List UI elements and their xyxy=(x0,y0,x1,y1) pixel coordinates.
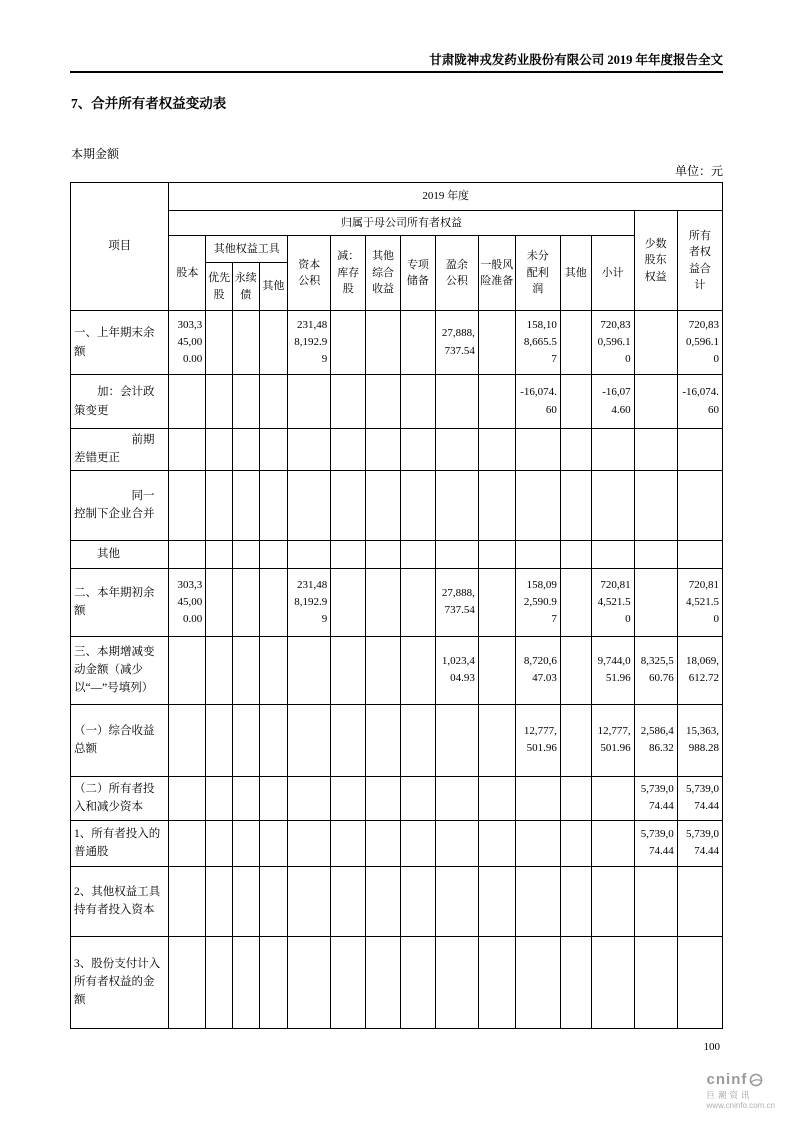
column-header-undistributed-profit xyxy=(515,236,560,311)
value-cell xyxy=(206,936,233,1028)
value-cell: -16,074.60 xyxy=(677,375,722,429)
value-cell xyxy=(634,470,677,540)
row-label: （二）所有者投入和减少资本 xyxy=(71,776,169,820)
value-cell xyxy=(515,540,560,568)
column-header-preferred-shares: 优先股 xyxy=(206,263,233,311)
value-cell xyxy=(232,429,259,471)
value-cell xyxy=(331,540,366,568)
value-cell xyxy=(634,429,677,471)
value-cell: 15,363,988.28 xyxy=(677,704,722,776)
value-cell xyxy=(331,375,366,429)
value-cell xyxy=(206,311,233,375)
value-cell xyxy=(400,636,435,704)
value-cell xyxy=(169,429,206,471)
value-cell xyxy=(259,375,288,429)
value-cell xyxy=(288,540,331,568)
value-cell xyxy=(478,820,515,866)
column-header-subtotal: 小计 xyxy=(591,236,634,311)
value-cell xyxy=(435,429,478,471)
value-cell xyxy=(400,820,435,866)
column-header-total-equity xyxy=(677,211,722,311)
row-label: 二、本年期初余额 xyxy=(71,568,169,636)
row-label: （一）综合收益总额 xyxy=(71,704,169,776)
value-cell xyxy=(435,704,478,776)
value-cell xyxy=(259,540,288,568)
value-cell xyxy=(331,470,366,540)
table-row xyxy=(71,375,723,429)
value-cell xyxy=(478,540,515,568)
value-cell xyxy=(259,936,288,1028)
value-cell: 720,830,596.10 xyxy=(591,311,634,375)
section-title: 7、合并所有者权益变动表 xyxy=(71,96,227,111)
total-equity-label: 所有者权益合计 xyxy=(688,229,711,291)
column-header-share-capital: 股本 xyxy=(169,236,206,311)
value-cell xyxy=(206,470,233,540)
value-cell xyxy=(366,636,401,704)
value-cell xyxy=(400,311,435,375)
header-divider-rule xyxy=(70,71,723,73)
value-cell xyxy=(366,866,401,936)
value-cell xyxy=(634,311,677,375)
column-header-other-comprehensive-income: 其他综合收益 xyxy=(366,236,401,311)
cninfo-logo-text: cninf xyxy=(706,1071,748,1088)
value-cell xyxy=(288,936,331,1028)
table-row xyxy=(71,820,723,866)
value-cell xyxy=(435,936,478,1028)
value-cell xyxy=(591,866,634,936)
value-cell xyxy=(677,936,722,1028)
row-label: 3、股份支付计入所有者权益的金额 xyxy=(71,936,169,1028)
value-cell: 12,777,501.96 xyxy=(591,704,634,776)
table-row xyxy=(71,311,723,375)
value-cell xyxy=(560,568,591,636)
value-cell: 8,325,560.76 xyxy=(634,636,677,704)
row-label: 1、所有者投入的普通股 xyxy=(71,820,169,866)
value-cell xyxy=(288,429,331,471)
value-cell xyxy=(560,936,591,1028)
value-cell xyxy=(206,375,233,429)
value-cell xyxy=(259,568,288,636)
column-header-surplus-reserve xyxy=(435,236,478,311)
value-cell: -16,074.60 xyxy=(591,375,634,429)
row-label: 同一控制下企业合并 xyxy=(71,470,169,540)
value-cell xyxy=(232,311,259,375)
value-cell xyxy=(232,820,259,866)
capital-reserve-label: 资本公积 xyxy=(298,258,321,287)
value-cell xyxy=(366,375,401,429)
value-cell xyxy=(400,470,435,540)
value-cell xyxy=(591,820,634,866)
value-cell: 720,814,521.50 xyxy=(591,568,634,636)
value-cell: 18,069,612.72 xyxy=(677,636,722,704)
value-cell xyxy=(288,866,331,936)
value-cell: 231,488,192.99 xyxy=(288,568,331,636)
row-label: 其他 xyxy=(71,540,169,568)
value-cell xyxy=(232,866,259,936)
value-cell: 27,888,737.54 xyxy=(435,311,478,375)
value-cell xyxy=(591,540,634,568)
value-cell xyxy=(366,704,401,776)
value-cell xyxy=(515,936,560,1028)
value-cell xyxy=(400,375,435,429)
value-cell xyxy=(591,776,634,820)
value-cell xyxy=(634,866,677,936)
row-label: 2、其他权益工具持有者投入资本 xyxy=(71,866,169,936)
column-header-item: 项目 xyxy=(71,183,169,311)
value-cell: 5,739,074.44 xyxy=(677,820,722,866)
value-cell xyxy=(206,820,233,866)
value-cell xyxy=(560,429,591,471)
value-cell xyxy=(478,704,515,776)
value-cell xyxy=(677,540,722,568)
value-cell xyxy=(259,704,288,776)
table-body xyxy=(71,311,723,1029)
value-cell: 158,092,590.97 xyxy=(515,568,560,636)
value-cell xyxy=(169,866,206,936)
value-cell: 5,739,074.44 xyxy=(677,776,722,820)
column-header-special-reserve: 专项储备 xyxy=(400,236,435,311)
surplus-reserve-label: 盈余公积 xyxy=(445,258,468,287)
value-cell xyxy=(288,470,331,540)
column-header-general-risk-reserve: 一般风险准备 xyxy=(478,236,515,311)
document-header-title: 甘肃陇神戎发药业股份有限公司 2019 年年度报告全文 xyxy=(429,53,723,67)
value-cell xyxy=(366,311,401,375)
value-cell xyxy=(478,470,515,540)
minority-interest-label: 少数股东权益 xyxy=(644,237,667,283)
row-label: 一、上年期末余额 xyxy=(71,311,169,375)
undistributed-profit-label: 未分配利润 xyxy=(526,250,549,296)
value-cell xyxy=(331,311,366,375)
value-cell xyxy=(366,470,401,540)
value-cell xyxy=(634,568,677,636)
value-cell: 158,108,665.57 xyxy=(515,311,560,375)
value-cell: -16,074.60 xyxy=(515,375,560,429)
value-cell xyxy=(478,936,515,1028)
value-cell xyxy=(206,636,233,704)
value-cell xyxy=(169,820,206,866)
value-cell xyxy=(259,776,288,820)
value-cell xyxy=(591,429,634,471)
value-cell xyxy=(435,470,478,540)
value-cell xyxy=(259,820,288,866)
value-cell: 231,488,192.99 xyxy=(288,311,331,375)
value-cell xyxy=(478,375,515,429)
value-cell: 12,777,501.96 xyxy=(515,704,560,776)
value-cell xyxy=(206,704,233,776)
value-cell xyxy=(169,704,206,776)
table-row xyxy=(71,540,723,568)
cninfo-logo-name: 巨潮资讯 xyxy=(706,1090,753,1100)
value-cell xyxy=(435,540,478,568)
value-cell xyxy=(331,866,366,936)
period-label: 本期金额 xyxy=(71,147,120,161)
value-cell xyxy=(169,936,206,1028)
table-row xyxy=(71,470,723,540)
value-cell xyxy=(560,866,591,936)
value-cell xyxy=(331,936,366,1028)
value-cell xyxy=(435,866,478,936)
value-cell xyxy=(288,704,331,776)
value-cell: 303,345,000.00 xyxy=(169,568,206,636)
value-cell xyxy=(259,311,288,375)
value-cell: 720,814,521.50 xyxy=(677,568,722,636)
value-cell xyxy=(400,866,435,936)
value-cell xyxy=(169,470,206,540)
value-cell xyxy=(331,429,366,471)
value-cell xyxy=(259,470,288,540)
value-cell xyxy=(677,866,722,936)
value-cell xyxy=(560,311,591,375)
row-label: 加：会计政策变更 xyxy=(71,375,169,429)
value-cell xyxy=(400,704,435,776)
value-cell: 27,888,737.54 xyxy=(435,568,478,636)
year-header: 2019 年度 xyxy=(169,183,723,211)
table-row xyxy=(71,776,723,820)
value-cell xyxy=(560,470,591,540)
value-cell xyxy=(366,540,401,568)
value-cell xyxy=(331,568,366,636)
column-header-other: 其他 xyxy=(560,236,591,311)
value-cell xyxy=(232,470,259,540)
equity-change-table xyxy=(70,182,723,1029)
value-cell xyxy=(560,375,591,429)
cninfo-globe-icon xyxy=(749,1073,763,1087)
value-cell xyxy=(206,866,233,936)
value-cell xyxy=(435,375,478,429)
value-cell xyxy=(232,568,259,636)
cninfo-logo-url: www.cninfo.com.cn xyxy=(706,1101,775,1110)
row-label: 三、本期增减变动金额（减少以“—”号填列） xyxy=(71,636,169,704)
value-cell xyxy=(677,470,722,540)
value-cell xyxy=(232,776,259,820)
value-cell xyxy=(515,866,560,936)
value-cell xyxy=(400,429,435,471)
value-cell xyxy=(366,936,401,1028)
table-row xyxy=(71,568,723,636)
value-cell xyxy=(206,568,233,636)
value-cell xyxy=(169,776,206,820)
row-label: 前期差错更正 xyxy=(71,429,169,471)
group-header-parent-equity: 归属于母公司所有者权益 xyxy=(169,211,634,236)
value-cell xyxy=(232,540,259,568)
value-cell xyxy=(435,776,478,820)
value-cell: 9,744,051.96 xyxy=(591,636,634,704)
value-cell xyxy=(560,704,591,776)
value-cell xyxy=(435,820,478,866)
value-cell xyxy=(288,776,331,820)
value-cell xyxy=(169,636,206,704)
value-cell xyxy=(169,375,206,429)
table-row xyxy=(71,936,723,1028)
value-cell xyxy=(400,540,435,568)
value-cell xyxy=(515,429,560,471)
value-cell xyxy=(366,568,401,636)
column-header-capital-reserve xyxy=(288,236,331,311)
column-header-less-treasury-shares: 减：库存股 xyxy=(331,236,366,311)
value-cell xyxy=(478,311,515,375)
unit-label: 单位：元 xyxy=(674,164,723,178)
table-row xyxy=(71,704,723,776)
value-cell xyxy=(515,820,560,866)
value-cell xyxy=(634,936,677,1028)
value-cell xyxy=(591,470,634,540)
value-cell xyxy=(634,375,677,429)
value-cell xyxy=(288,636,331,704)
value-cell xyxy=(288,375,331,429)
value-cell xyxy=(232,636,259,704)
value-cell xyxy=(366,429,401,471)
value-cell xyxy=(560,540,591,568)
value-cell xyxy=(331,704,366,776)
value-cell xyxy=(169,540,206,568)
value-cell xyxy=(288,820,331,866)
value-cell xyxy=(232,375,259,429)
value-cell xyxy=(560,636,591,704)
value-cell xyxy=(677,429,722,471)
value-cell: 5,739,074.44 xyxy=(634,776,677,820)
value-cell xyxy=(259,429,288,471)
value-cell: 2,586,486.32 xyxy=(634,704,677,776)
value-cell: 5,739,074.44 xyxy=(634,820,677,866)
table-row xyxy=(71,429,723,471)
value-cell xyxy=(400,568,435,636)
page-number: 100 xyxy=(703,1041,720,1053)
value-cell xyxy=(515,470,560,540)
value-cell: 1,023,404.93 xyxy=(435,636,478,704)
value-cell xyxy=(634,540,677,568)
value-cell: 303,345,000.00 xyxy=(169,311,206,375)
column-header-minority-interest xyxy=(634,211,677,311)
value-cell: 720,830,596.10 xyxy=(677,311,722,375)
value-cell xyxy=(478,429,515,471)
table-row xyxy=(71,636,723,704)
value-cell xyxy=(331,776,366,820)
value-cell xyxy=(206,429,233,471)
value-cell xyxy=(478,866,515,936)
value-cell xyxy=(331,636,366,704)
value-cell xyxy=(259,866,288,936)
value-cell xyxy=(232,704,259,776)
value-cell xyxy=(478,776,515,820)
value-cell xyxy=(560,820,591,866)
column-header-other-equity-instruments: 其他权益工具 xyxy=(206,236,288,263)
value-cell xyxy=(366,820,401,866)
value-cell xyxy=(478,636,515,704)
value-cell xyxy=(478,568,515,636)
value-cell xyxy=(591,936,634,1028)
value-cell xyxy=(400,936,435,1028)
value-cell xyxy=(515,776,560,820)
value-cell xyxy=(232,936,259,1028)
value-cell xyxy=(206,776,233,820)
value-cell: 8,720,647.03 xyxy=(515,636,560,704)
value-cell xyxy=(331,820,366,866)
value-cell xyxy=(206,540,233,568)
cninfo-logo xyxy=(707,1072,775,1110)
column-header-other-equity-other: 其他 xyxy=(259,263,288,311)
value-cell xyxy=(560,776,591,820)
column-header-perpetual-bonds: 永续债 xyxy=(232,263,259,311)
value-cell xyxy=(400,776,435,820)
table-row xyxy=(71,866,723,936)
value-cell xyxy=(259,636,288,704)
value-cell xyxy=(366,776,401,820)
